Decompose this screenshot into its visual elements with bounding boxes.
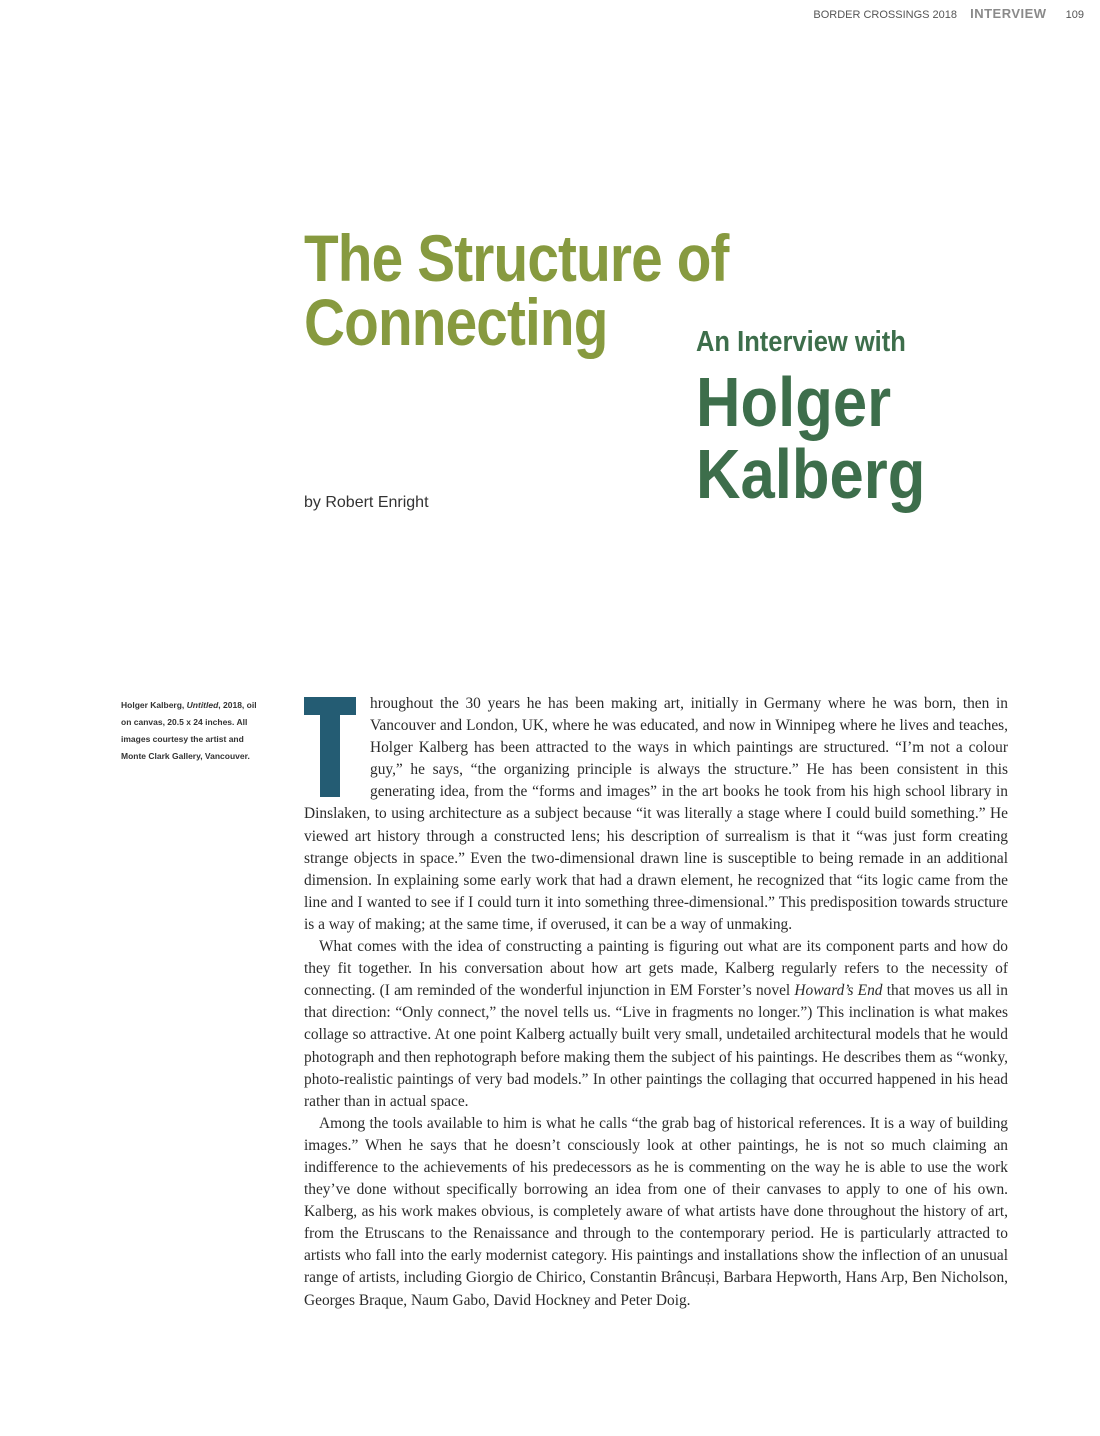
page-number: 109 [1065,9,1084,21]
paragraph-3: Among the tools available to him is what he calls “the grab bag of historical references. It is a way of building images.” When he says that he doesn’t consciously look at other paintings, he is not so much claiming an indifference to the achievements of his predecessors as he is commenting on the way he is able to use the work they’ve done without specifically borrowing an idea from one of their canvases to apply to one of his own. Kalberg, as his work makes obvious, is completely aware of what artists have done throughout the history of art, from the Etruscans to the Renaissance and through to the contemporary period. He is particularly attracted to artists who fall into the early modernist category. His paintings and installations show the inflection of an unusual range of artists, including Giorgio de Chirico, Constantin Brâncuși, Barbara Hepworth, Hans Arp, Ben Nicholson, Georges Braque, Naum Gabo, David Hockney and Peter Doig. [304,1114,1008,1309]
title-line-2: Connecting [304,285,608,359]
article-title [304,221,729,359]
byline: by Robert Enright [304,494,429,511]
article-body [304,693,1008,1312]
subject-last-name: Kalberg [696,435,926,513]
caption-work-title: Untitled [186,700,219,710]
caption-details: , 2018, oil on canvas, 20.5 x 24 inches. All images courtesy the artist and Monte Clark Gallery, Vancouver. [121,700,257,761]
image-caption [121,697,269,765]
interview-subject [696,363,926,513]
drop-cap [304,697,356,797]
drop-cap-letter: T [329,757,331,758]
paragraph-2-text-b: that moves us all in that direction: “Only connect,” the novel tells us. “Live in fragments no longer.”) This inclination is what makes collage so attractive. At one point Kalberg actually built very small, undetailed architectural models that he would photograph and then rephotograph before making them the subject of his paintings. He describes them as “wonky, photo-realistic paintings of very bad models.” In other paintings the collaging that occurred happened in his head rather than in actual space. [304,982,1008,1110]
caption-artist: Holger Kalberg, [121,700,187,710]
section-label: INTERVIEW [970,6,1047,21]
paragraph-1-text: hroughout the 30 years he has been making art, initially in Germany where he was born, then in Vancouver and London, UK, where he was educated, and now in Winnipeg where he lives and teaches, Holger Kalberg has been attracted to the ways in which paintings are structured. “I’m not a colour guy,” he says, “the organizing principle is always the structure.” He has been consistent in this generating idea, from the “forms and images” in the art books he took from his high school library in Dinslaken, to using architecture as a subject because “it was literally a stage where I could build something.” He viewed art history through a constructed lens; his description of surrealism is that it “was just form creating strange objects in space.” Even the two-dimensional drawn line is susceptible to being remade in an additional dimension. In explaining some early work that had a drawn element, he recognized that “its logic came from the line and I wanted to see if I could turn it into something three-dimensional.” This predisposition towards structure is a way of making; at the same time, if overused, it can be a way of unmaking. [304,695,1008,933]
paragraph-1 [304,693,1008,936]
article-subtitle: An Interview with [696,326,906,358]
title-line-1: The Structure of [304,221,729,295]
book-title: Howard’s End [794,982,883,1000]
paragraph-2-text-a: What comes with the idea of constructing a painting is figuring out what are its component parts and how do they fit together. In his conversation about how art gets made, Kalberg regularly refers to the necessity of connecting. (I am reminded of the wonderful injunction in EM Forster’s novel [304,938,1008,1000]
subject-first-name: Holger [696,363,892,441]
paragraph-2 [304,936,1008,1113]
publication-name: BORDER CROSSINGS 2018 [813,9,958,21]
running-head [813,6,1084,21]
